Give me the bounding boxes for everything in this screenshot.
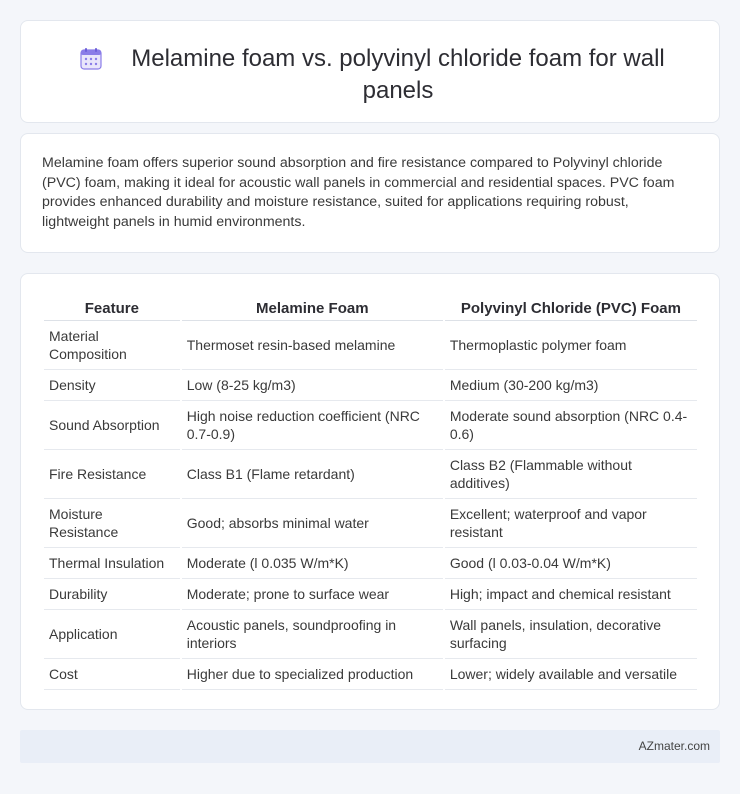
feature-cell: Density — [44, 370, 180, 401]
melamine-cell: Higher due to specialized production — [182, 659, 443, 690]
melamine-cell: Moderate; prone to surface wear — [182, 579, 443, 610]
pvc-cell: Medium (30-200 kg/m3) — [445, 370, 697, 401]
header-melamine: Melamine Foam — [182, 297, 443, 321]
melamine-cell: Acoustic panels, soundproofing in interiors — [182, 610, 443, 659]
title-card — [20, 20, 720, 123]
summary-card — [20, 133, 720, 253]
page-title: Melamine foam vs. polyvinyl chloride foam for wall panels — [131, 45, 665, 104]
pvc-cell: Moderate sound absorption (NRC 0.4-0.6) — [445, 401, 697, 450]
melamine-cell: Low (8-25 kg/m3) — [182, 370, 443, 401]
feature-cell: Fire Resistance — [44, 450, 180, 499]
table-row — [44, 321, 697, 370]
footer-brand: AZmater.com — [638, 739, 710, 753]
melamine-cell: Thermoset resin-based melamine — [182, 321, 443, 370]
summary-text: Melamine foam offers superior sound absorption and fire resistance compared to Polyvinyl chloride (PVC) foam, making it ideal for acoustic wall panels in commercial and residential spaces. PVC foam provides enhanced durability and moisture resistance, suited for applications requiring robust, lightweight panels in humid environments. — [42, 155, 675, 230]
comparison-table — [42, 297, 699, 690]
feature-cell: Durability — [44, 579, 180, 610]
pvc-cell: Class B2 (Flammable without additives) — [445, 450, 697, 499]
pvc-cell: Wall panels, insulation, decorative surfacing — [445, 610, 697, 659]
table-row — [44, 659, 697, 690]
table-header-row — [44, 297, 697, 321]
table-row — [44, 579, 697, 610]
pvc-cell: Excellent; waterproof and vapor resistant — [445, 499, 697, 548]
table-row — [44, 401, 697, 450]
melamine-cell: High noise reduction coefficient (NRC 0.7-0.9) — [182, 401, 443, 450]
pvc-cell: Thermoplastic polymer foam — [445, 321, 697, 370]
table-row — [44, 610, 697, 659]
melamine-cell: Moderate (l 0.035 W/m*K) — [182, 548, 443, 579]
feature-cell: Sound Absorption — [44, 401, 180, 450]
table-row — [44, 499, 697, 548]
footer-bar — [20, 730, 720, 763]
feature-cell: Thermal Insulation — [44, 548, 180, 579]
feature-cell: Cost — [44, 659, 180, 690]
pvc-cell: Good (l 0.03-0.04 W/m*K) — [445, 548, 697, 579]
feature-cell: Application — [44, 610, 180, 659]
pvc-cell: Lower; widely available and versatile — [445, 659, 697, 690]
table-row — [44, 548, 697, 579]
melamine-cell: Class B1 (Flame retardant) — [182, 450, 443, 499]
feature-cell: Moisture Resistance — [44, 499, 180, 548]
header-feature: Feature — [44, 297, 180, 321]
comparison-card — [20, 273, 720, 710]
table-row — [44, 450, 697, 499]
melamine-cell: Good; absorbs minimal water — [182, 499, 443, 548]
header-pvc: Polyvinyl Chloride (PVC) Foam — [445, 297, 697, 321]
pvc-cell: High; impact and chemical resistant — [445, 579, 697, 610]
table-row — [44, 370, 697, 401]
feature-cell: Material Composition — [44, 321, 180, 370]
